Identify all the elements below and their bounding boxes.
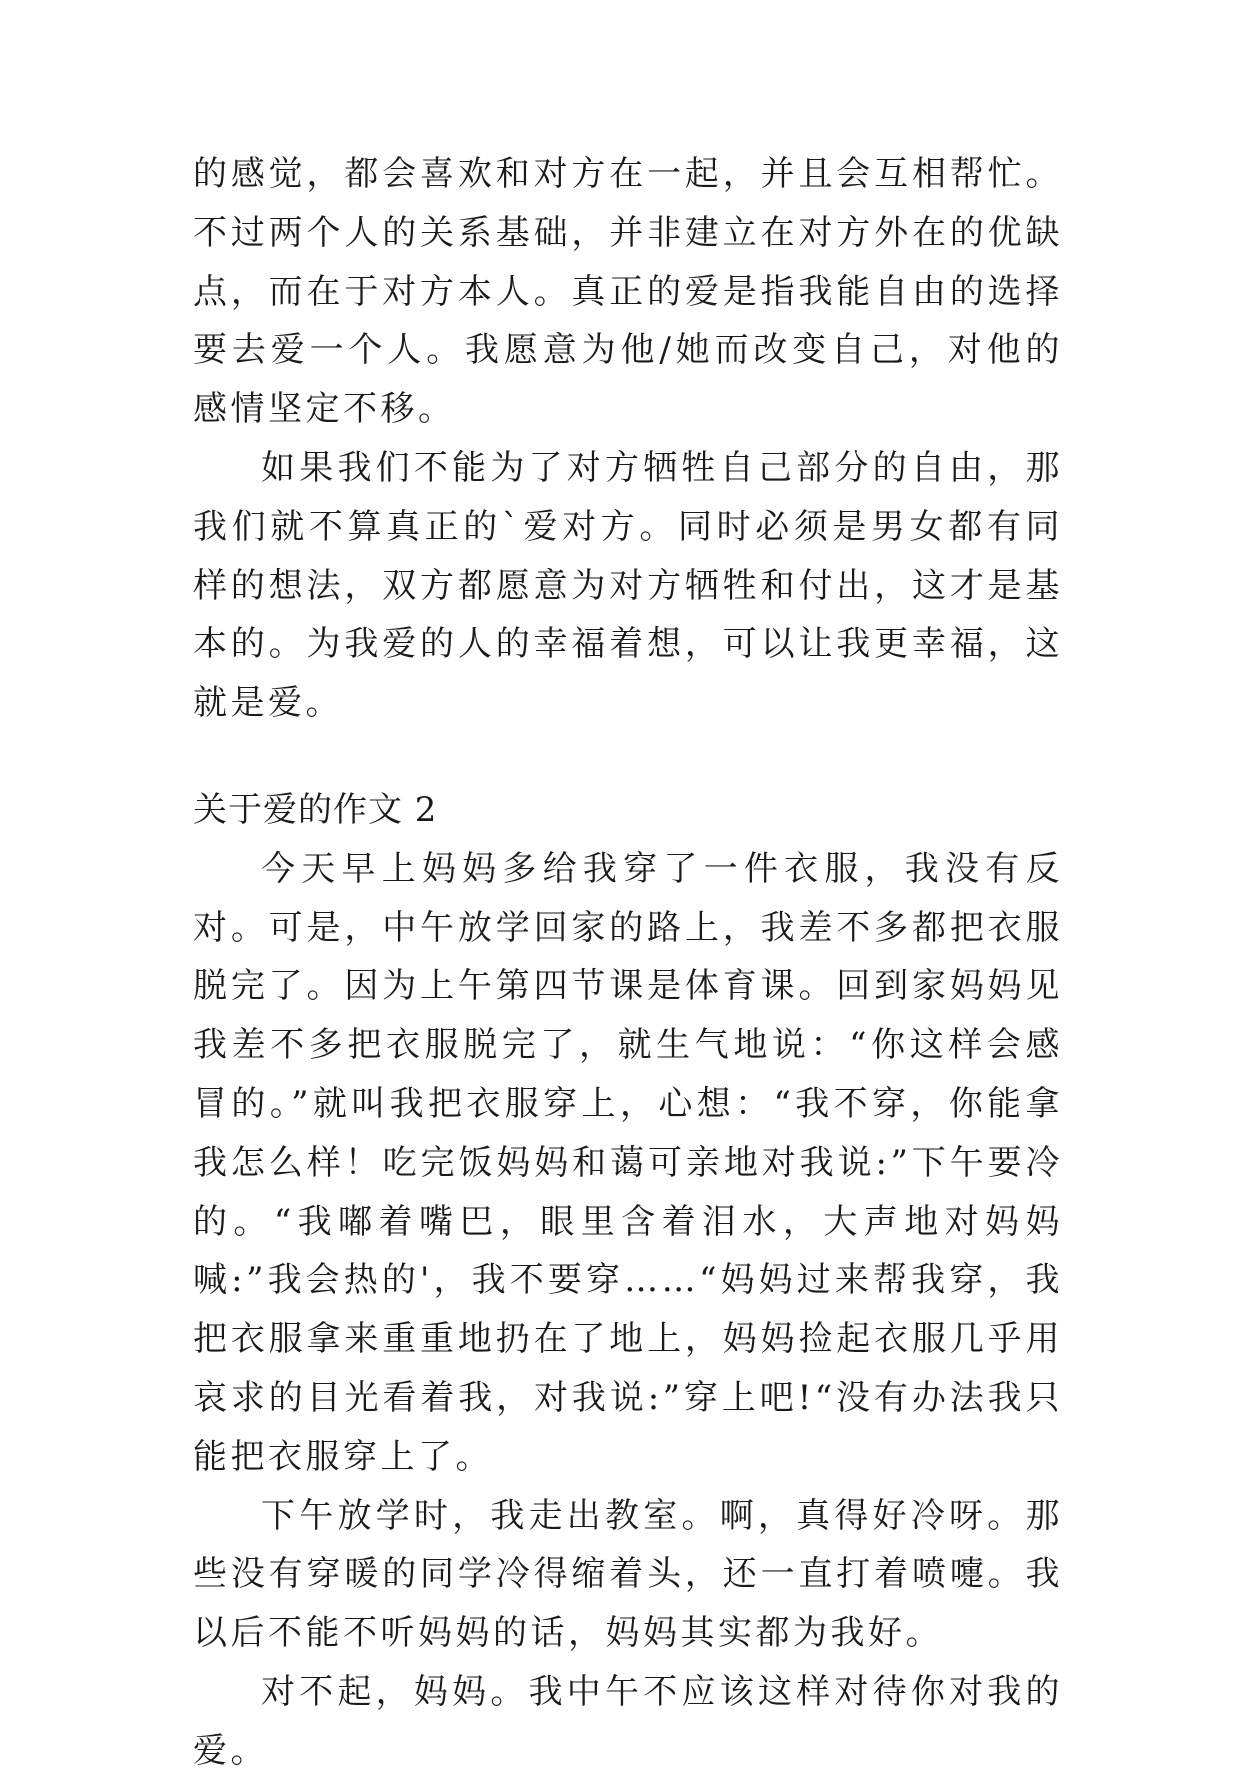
paragraph-continuation: 的感觉，都会喜欢和对方在一起，并且会互相帮忙。不过两个人的关系基础，并非建立在对方外在的优缺点，而在于对方本人。真正的爱是指我能自由的选择要去爱一个人。我愿意为他/她而改变自己，对他的感情坚定不移。 (193, 154, 1063, 430)
paragraph-sacrifice: 如果我们不能为了对方牺牲自己部分的自由，那我们就不算真正的`爱对方。同时必须是男女都有同样的想法，双方都愿意为对方牺牲和付出，这才是基本的。为我爱的人的幸福着想，可以让我更幸福，这就是爱。 (193, 447, 1063, 724)
paragraph-afternoon: 下午放学时，我走出教室。啊，真得好冷呀。那些没有穿暖的同学冷得缩着头，还一直打着喷嚏。我以后不能不听妈妈的话，妈妈其实都为我好。 (193, 1495, 1063, 1654)
paragraph-apology: 对不起，妈妈。我中午不应该这样对待你对我的爱。 (193, 1671, 1063, 1771)
section-heading: 关于爱的作文 2 (193, 789, 438, 830)
document-body (193, 145, 1063, 1781)
section-gap (193, 733, 1063, 781)
paragraph-morning-story: 今天早上妈妈多给我穿了一件衣服，我没有反对。可是，中午放学回家的路上，我差不多都把衣服脱完了。因为上午第四节课是体育课。回到家妈妈见我差不多把衣服脱完了，就生气地说：“你这样会感冒的。”就叫我把衣服穿上，心想：“我不穿，你能拿我怎么样！吃完饭妈妈和蔼可亲地对我说:”下午要冷的。“我嘟着嘴巴，眼里含着泪水，大声地对妈妈喊:”我会热的'，我不要穿……“妈妈过来帮我穿，我把衣服拿来重重地扔在了地上，妈妈捡起衣服几乎用哀求的目光看着我，对我说:”穿上吧!“没有办法我只能把衣服穿上了。 (193, 848, 1063, 1477)
